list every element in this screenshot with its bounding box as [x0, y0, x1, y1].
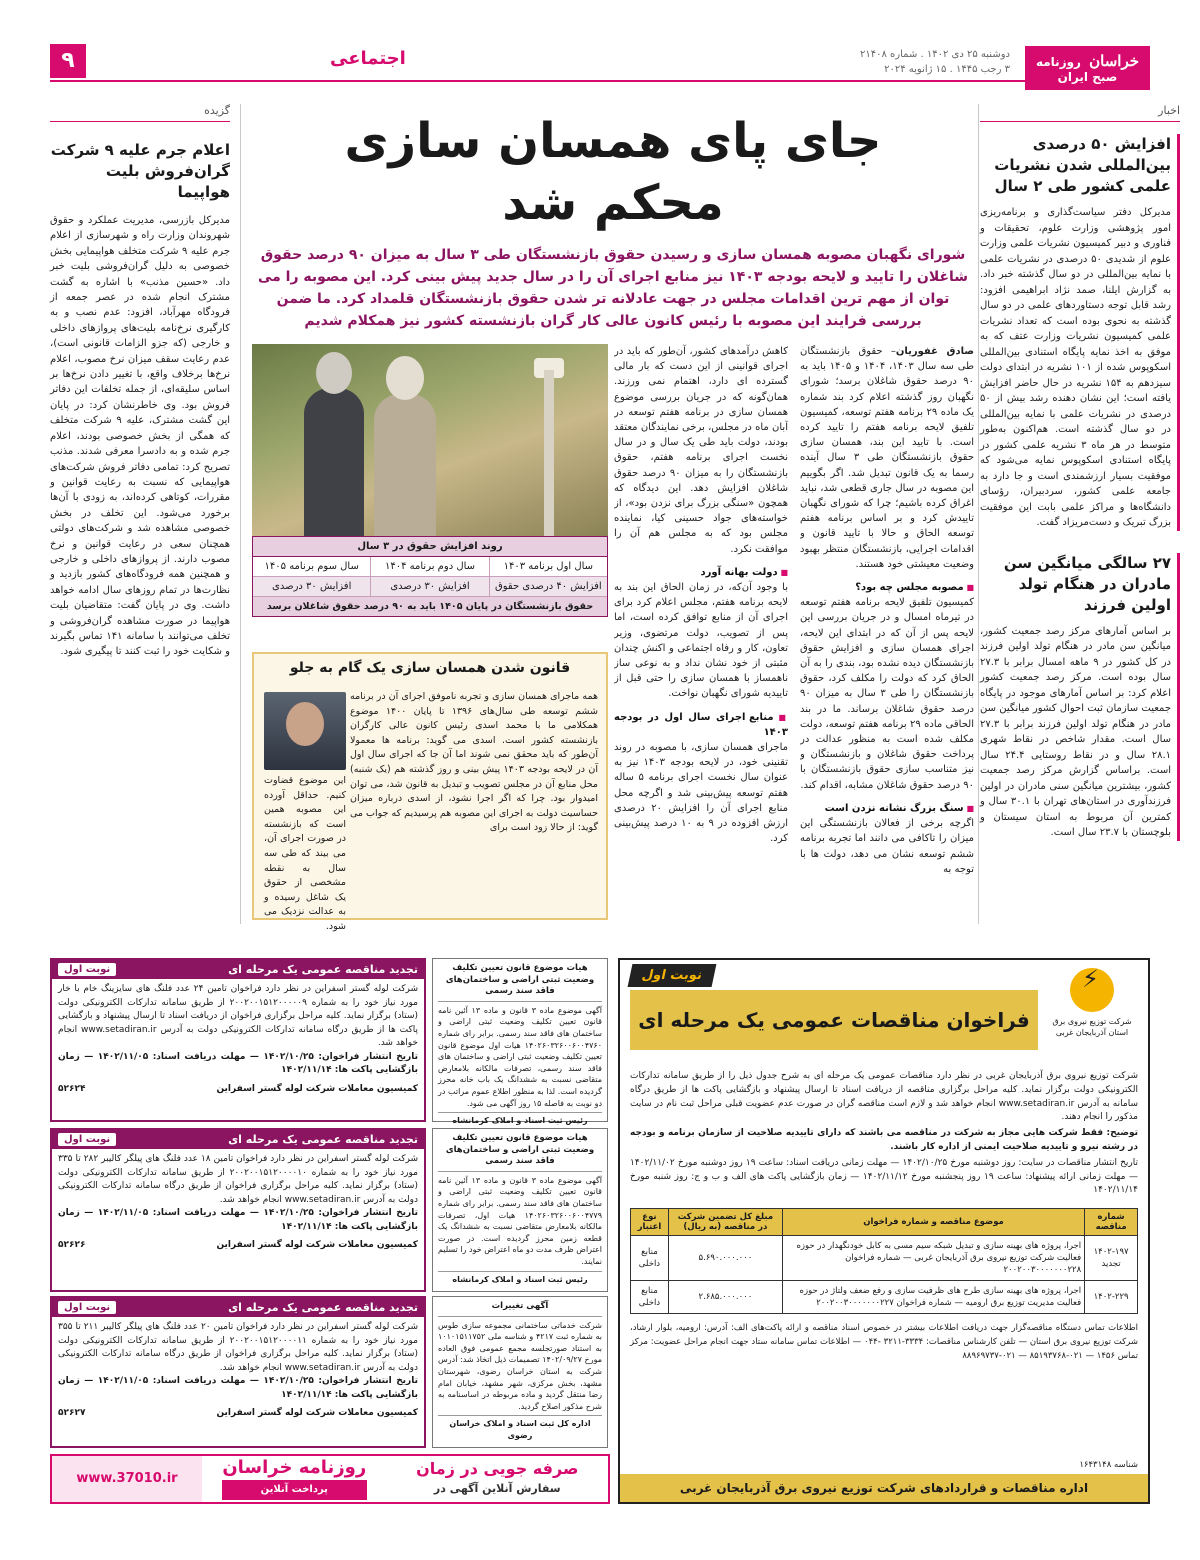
tender-ad: تجدید مناقصه عمومی یک مرحله ای نوبت اول شرکت لوله گستر اسفراین در نظر دارد فراخوان تامین ۲۰ عدد فلنگ های پیلگر کالیبر ۲۱۱ تا ۳۵۵ مورد نیاز خود را به شماره ۲۰۰۲۰۰۱۵۱۲۰۰۰۰۱۱ از طریق سامانه تدارکات الکترونیکی دولت (ستاد) برگزار نماید. کلیه مراحل برگزاری فراخوان از طریق درگاه سامانه تدارکات الکترونیکی دولت به آدرس www.setadiran.ir انجام خواهد شد. تاریخ انتشار فراخوان: ۱۴۰۲/۱۰/۲۵ — مهلت دریافت اسناد: ۱۴۰۲/۱۱/۰۵ — زمان بازگشایی پاکت ها: ۱۴۰۲/۱۱/۱۴ کمیسیون معاملات شرکت لوله گستر اسفراین ۵۲۶۲۷: [50, 1296, 426, 1448]
article-column: کاهش درآمدهای کشور، آن‌طور که باید در اجرای قوانینی از این دست که بار مالی گسترده ای دارد، اهتمام نمی ورزند. همان‌گونه که در جریان بررسی موضوع همسان سازی در برنامه هفتم توسعه در آبان ماه در مجلس، برخی نمایندگان معتقد بودند، دولت باید طی یک سال و در سال نخست اجرای برنامه هفتم، حقوق بازنشستگان را به میزان ۹۰ درصد حقوق شاغلان افزایش دهد. این دیدگاه که همچون «سنگی بزرگ برای نزدن بود»، از خواسته‌های جواد حسینی کیا، نماینده مجلس بود که به مجلس هم آن را موافقت نکرد. ■ دولت بهانه آورد با وجود آن‌که، در زمان الحاق این بند به لایحه برنامه هفتم، مجلس اعلام کرد برای اجرای آن از منابع توافق کرده است، اما پس از تصویب، دولت مرتضوی، وزیر تعاون، کار و رفاه اجتماعی و اکنش چندان مثبتی از خود نشان نداد و به نوعی ساز ناهمساز با همسان سازی را حتی قبل از تاییدیه شورای نگهبان نواخت. ■ منابع اجرای سال اول در بودجه ۱۴۰۳ ماجرای همسان سازی، با مصوبه در روند تقنینی خود، در لایحه بودجه ۱۴۰۳ نیز به عنوان سال نخست اجرای برنامه ۵ ساله هفتم توسعه پیش‌بینی شد و اگرچه محل منابع اجرای آن را افزایش ۲۰ درصدی ارزش افزوده در ۹ به ۱۰ درصد پیش‌بینی کرد.: [614, 344, 788, 924]
table-row: سال اول برنامه ۱۴۰۳ سال دوم برنامه ۱۴۰۴ سال سوم برنامه ۱۴۰۵: [253, 557, 607, 577]
interviewee-photo: [264, 692, 346, 770]
ad-badge: نوبت اول: [58, 1301, 116, 1314]
highlight-title[interactable]: اعلام جرم علیه ۹ شرکت گران‌فروش بلیت هواپیما: [50, 141, 230, 201]
article-column: صادق غفوریان– حقوق بازنشستگان طی سه سال ۱۴۰۳، ۱۴۰۴ و ۱۴۰۵ باید به ۹۰ درصد حقوق شاغلان برسد؛ شورای نگهبان روز گذشته اعلام کرد بند شماره یک ماده ۲۹ برنامه هفتم توسعه، کمیسیون تلفیق لایحه برنامه هفتم را تایید کرده است. با تایید این بند، همسان سازی حقوق بازنشستگان طی ۳ سال آینده رسما به یک قانون تبدیل شد. اگر بگوییم این مصوبه در سال جاری قطعی شد، نباید اغراق کرده باشیم؛ چرا که شورای نگهبان تاییدش کرد و بر اساس برنامه هفتم توسعه الحاق و حالا با تایید قانون و اقدامات اجرایی، بازنشستگان منتظر بهبود وضعیت معیشتی خود هستند. ■ مصوبه مجلس چه بود؟ کمیسیون تلفیق لایحه برنامه هفتم توسعه در تیرماه امسال و در جریان بررسی این لایحه پس از آن که در ابتدای این لایحه، اجرای همسان سازی و افزایش حقوق بازنشستگان دیده نشده بود، بندی را به آن الحاق کرد که دولت را مکلف کرد، حقوق بازنشستگان را طی ۳ سال به میزان ۹۰ درصد حقوق شاغلان برساند. ما در بند الحاقی ماده ۲۹ برنامه هفتم توسعه، دولت مکلف شده است به منظور عدالت در پرداخت حقوق شاغلان و بازنشستگان و نیز متناسب سازی حقوق بازنشستگان با ۹۰ درصد حقوق شاغلان مشابه، اقدام کند. ■ سنگ بزرگ نشانه نزدن است اگرچه برخی از فعالان بازنشستگی این میزان را تاکافی می دانند اما تجربه برنامه ششم توسعه نشان می دهد، دولت ها با توجه به: [800, 344, 974, 924]
tender-ad: تجدید مناقصه عمومی یک مرحله ای نوبت اول شرکت لوله گستر اسفراین در نظر دارد فراخوان تامین ۱۸ عدد فلنگ های پیلگر کالیبر ۲۸۲ تا ۳۳۵ مورد نیاز خود را به شماره ۲۰۰۲۰۰۱۵۱۲۰۰۰۰۱۰ از طریق سامانه تدارکات الکترونیکی دولت (ستاد) برگزار نماید. کلیه مراحل برگزاری فراخوان از طریق درگاه سامانه تدارکات الکترونیکی دولت به آدرس www.setadiran.ir انجام خواهد شد. تاریخ انتشار فراخوان: ۱۴۰۲/۱۰/۲۵ — مهلت دریافت اسناد: ۱۴۰۲/۱۱/۰۵ — زمان بازگشایی پاکت ها: ۱۴۰۲/۱۱/۱۴ کمیسیون معاملات شرکت لوله گستر اسفراین ۵۲۶۲۶: [50, 1128, 426, 1292]
lightning-icon: [1070, 968, 1114, 1012]
headline: جای پای همسان سازی محکم شد: [344, 113, 882, 231]
website-link[interactable]: www.37010.ir: [52, 1456, 202, 1502]
ad-title: تجدید مناقصه عمومی یک مرحله ای: [228, 1301, 418, 1314]
news-body: بر اساس آمارهای مرکز رصد جمعیت کشور، میانگین سن مادر در هنگام تولد اولین فرزند در کل کشور در ۹ ماهه امسال برابر با ۲۷.۳ سال بوده است. مرکز رصد جمعیت کشور اعلام کرد: بر اساس آمارهای موجود در پایگاه جمعیت سازمان ثبت احوال کشور میانگین سن مادر در هنگام تولد اولین فرزند برابر با ۲۷.۳ سال است. مقدار شاخص در نقاط شهری ۲۸.۱ سال و در نقاط روستایی ۲۴.۴ سال است. براساس گزارش مرکز رصد جمعیت کشور، بیشترین میانگین سنی مادران در اولین فرزندآوری در استان‌های تهران با ۳۰.۱ سال و کمترین آن مربوط به استان سیستان و بلوچستان با ۲۳.۷ سال است.: [980, 625, 1172, 838]
highlight-body: مدیرکل بازرسی، مدیریت عملکرد و حقوق شهروندان وزارت راه و شهرسازی از اعلام جرم علیه ۹ شرکت متخلف هواپیمایی بخش خصوصی به دلیل گران‌فروشی بلیت خبر داد. «حسین مذنب» با اشاره به گشت مشترک انجام شده در عصر جمعه از فرودگاه مهرآباد، افزود: عدم نصب و به کارگیری نرخ‌نامه بلیت‌های پروازهای داخلی و خارجی (که جزو الزامات قانونی است)، عدم رعایت سقف میزان نرخ مصوب، اعلام نرخ‌ها برخلاف واقع، با تغییر دادن نرخ‌ها بر اساس سلیقه‌ای، از جمله تخلفات این دفاتر فروش بود. وی خاطرنشان کرد: در پایان این گشت مشترک، علیه ۹ شرکت متخلف که همگی از بخش خصوصی بودند، اعلام جرم شده و به دادسرا معرفی شدند. مذنب تصریح کرد: تمامی دفاتر فروش شرکت‌های هواپیمایی که نسبت به رعایت قوانین و مقررات، کوتاهی کرده‌اند، به زودی با آن‌ها برخورد می‌شود. این تخلف در بخش خصوصی مشاهده شد و شرکت‌های دولتی همچنان سعی در رعایت قوانین و نرخ مصوب دارند. از پروازهای داخلی و خارجی و همچنین همه فرودگاه‌های کشور بازدید و نظارت‌ها در تمام روزهای سال ادامه خواهد داشت. وی در پایان گفت: متقاضیان بلیت هواپیما در صورت مشاهده گران‌فروشی و تخلف می‌توانند با سامانه ۱۴۱ تماس بگیرند و شکایت خود را ثبت کنند تا پیگیری شود.: [50, 215, 231, 658]
company-logo: ⚡ شرکت توزیع نیروی برق استان آذربایجان غربی: [1048, 968, 1136, 1038]
notice-ad: آگهی تغییرات شرکت خدماتی ساختمانی مجموعه سازی طوس به شماره ثبت ۴۲۱۷ و شناسه ملی ۱۰۱۰۱۵۱۱۷۵۲ به استناد صورتجلسه مجمع عمومی فوق العاده مورخ ۱۴۰۲/۰۹/۲۷ تصمیمات ذیل اتخاذ شد: آدرس شرکت به استان خراسان رضوی، شهرستان مشهد، بخش مرکزی، شهر مشهد، خیابان امام رضا منتقل گردید و ماده مربوطه در اساسنامه به شرح مذکور اصلاح گردید. اداره کل ثبت اسناد و املاک خراسان رضوی: [432, 1296, 608, 1448]
ad-title: هیات موضوع قانون تعیین تکلیف وضعیت ثبتی اراضی و ساختمان‌های فاقد سند رسمی: [438, 1133, 602, 1172]
ad-footer: اداره مناقصات و قراردادهای شرکت توزیع نیروی برق آذربایجان غربی: [620, 1474, 1148, 1502]
tender-table: شماره مناقصه موضوع مناقصه و شماره فراخوان مبلغ کل تضمین شرکت در مناقصه (به ریال) نوع اعتبار ۱۴۰۲-۱۹۷ تجدید اجرا، پروژه های بهینه سازی و تبدیل شبکه سیم مسی به کابل خودنگهدار در حوزه فعالیت شرکت توزیع نیروی برق آذربایجان غربی — شماره فراخوان ۲۰۰۲۰۰۳۰۰۰۰۰۰۰۲۲۸ ۵.۶۹۰.۰۰۰.۰۰۰ منابع داخلی ۱۴۰۲-۲۲۹ اجرا، پروژه های بهینه سازی طرح های ظرفیت سازی و رفع ضعف ولتاژ در حوزه فعالیت مدیریت توزیع برق ارومیه — شماره فراخوان ۲۰۰۲۰۰۳۰۰۰۰۰۰۰۲۲۷ ۲.۶۸۵.۰۰۰.۰۰۰ منابع داخلی: [630, 1208, 1138, 1314]
table-row: ۱۴۰۲-۱۹۷ تجدید اجرا، پروژه های بهینه سازی و تبدیل شبکه سیم مسی به کابل خودنگهدار در حوزه فعالیت شرکت توزیع نیروی برق آذربایجان غربی — شماره فراخوان ۲۰۰۲۰۰۳۰۰۰۰۰۰۰۲۲۸ ۵.۶۹۰.۰۰۰.۰۰۰ منابع داخلی: [631, 1236, 1138, 1281]
table-title: روند افزایش حقوق در ۳ سال: [253, 537, 607, 557]
main-article: [252, 104, 974, 932]
article-photo: [252, 344, 608, 536]
online-ad-banner[interactable]: صرفه جویی در زمان سفارش آنلاین آگهی در روزنامه خراسان پرداخت آنلاین www.37010.ir: [50, 1454, 610, 1504]
news-column: [980, 104, 1180, 924]
ad-badge: نوبت اول: [58, 963, 116, 976]
brand-subtitle: روزنامه صبح ایران: [1035, 55, 1118, 84]
article-lead: شورای نگهبان مصوبه همسان سازی و رسیدن حقوق بازنشستگان طی ۳ سال به میزان ۹۰ درصد حقوق شاغلان را تایید و لایحه بودجه ۱۴۰۳ نیز منابع اجرای آن را در سال جدید پیش بینی کرد. این مصوبه را می توان از مهم ترین اقدامات مجلس در جهت عادلانه تر شدن حقوق بازنشستگان قلمداد کرد. ما ضمن بررسی فرایند این مصوبه با رئیس کانون عالی کار گران بازنشسته کشور نیز همکلام شدیم: [257, 247, 969, 329]
news-title[interactable]: افزایش ۵۰ درصدی بین‌المللی شدن نشریات علمی کشور طی ۲ سال: [994, 135, 1171, 195]
column-label: گزیده: [50, 104, 230, 122]
table-row: ۱۴۰۲-۲۲۹ اجرا، پروژه های بهینه سازی طرح های ظرفیت سازی و رفع ضعف ولتاژ در حوزه فعالیت مدیریت توزیع برق ارومیه — شماره فراخوان ۲۰۰۲۰۰۳۰۰۰۰۰۰۰۲۲۷ ۲.۶۸۵.۰۰۰.۰۰۰ منابع داخلی: [631, 1281, 1138, 1314]
table-row: افزایش ۴۰ درصدی حقوق افزایش ۳۰ درصدی افزایش ۳۰ درصدی: [253, 577, 607, 597]
subheading: ■ مصوبه مجلس چه بود؟: [800, 580, 974, 595]
byline: صادق غفوریان: [895, 346, 974, 357]
news-body: مدیرکل دفتر سیاست‌گذاری و برنامه‌ریزی امور پژوهشی وزارت علوم، تحقیقات و فناوری و دبیر کمیسیون نشریات علمی وزارت علوم از شدیدی ۵۰ درصدی در نشریات علمی با نمایه بین‌المللی در دو سال گذشته خبر داد. به گزارش ایلنا، صمد نژاد ابراهیمی افزود: رشد قابل توجه دستاوردهای علمی در دو سال گذشته به نحوی بوده است که تعداد نشریات علمی کمیسیون نشریات وزارت عتف که به موفق به اخذ نمایه پایگاه استنادی بین‌المللی اسکوپوس شده از ۱۰۱ نشریه در ابتدای دولت سیزدهم به ۱۵۴ نشریه در حال حاضر افزایش یافته است؛ این نشان دهنده رشد بیش از ۵۰ درصدی در نشریات علمی با نمایه بین‌المللی در دو سال گذشته است. هم‌اکنون به‌طور متوسط در هر ماه ۳ نشریه علمی کشور در پایگاه استنادی اسکوپوس نمایه می‌شود که موفقیت بسیار ارزشمندی است و جا دارد به جامعه علمی کشور، سردبیران، رؤسای دانشگاه‌ها و مراکز علمی بابت این موفقیت بزرگ تبریک و دست‌مریزاد گفت.: [980, 207, 1171, 528]
interview-box: [252, 652, 608, 932]
masthead: [50, 42, 1150, 82]
highlights-column: [50, 104, 230, 924]
column-divider: [240, 104, 241, 924]
news-item: [980, 553, 1180, 841]
ad-title: تجدید مناقصه عمومی یک مرحله ای: [228, 963, 418, 976]
ad-title: هیات موضوع قانون تعیین تکلیف وضعیت ثبتی اراضی و ساختمان‌های فاقد سند رسمی: [438, 963, 602, 1002]
notice-ad: هیات موضوع قانون تعیین تکلیف وضعیت ثبتی اراضی و ساختمان‌های فاقد سند رسمی آگهی موضوع ماده ۳ قانون و ماده ۱۳ آئین نامه قانون تعیین تکلیف وضعیت ثبتی اراضی و ساختمان های فاقد سند رسمی. برابر رای شماره ۱۴۰۲۶۰۳۲۶۰۰۶۰۰۴۷۶۰ هیات اول موضوع قانون تعیین تکلیف وضعیت ثبتی اراضی و ساختمان های فاقد سند رسمی، تصرفات مالکانه بلامعارض متقاضی نسبت به ششدانگ یک باب خانه محرز گردیده است. لذا به منظور اطلاع عموم مراتب در دو نوبت به فاصله ۱۵ روز آگهی می شود. رئیس ثبت اسناد و املاک کرمانشاه: [432, 958, 608, 1122]
ad-badge: نوبت اول: [628, 964, 717, 987]
column-divider: [978, 104, 979, 924]
interview-body: همه ماجرای همسان سازی و تجربه ناموفق اجرای آن در برنامه ششم توسعه طی سال‌های ۱۳۹۶ تا پایان ۱۴۰۰ موضوع همکلامی ما با محمد اسدی رئیس کانون عالی کارگران بازنشسته کشور است. اسدی می گوید: برنامه ها معمولا آن‌طور که باید محقق نمی شوند اما آن جا که اجرای سال اول آن در لایحه بودجه ۱۴۰۳ پیش بینی و روز گذشته هم (یک شنبه) محل منابع آن در مجلس تصویب و تبدیل به قانون شد، می توان امیدوار بود. چرا که اگر اجرا نشود، از اسدی درباره میزان حساسیت دولت به اجرای این مصوبه هم پرسیدیم که جواب می گوید: از حالا زود است برای: [350, 691, 598, 834]
ad-title: آگهی تغییرات: [438, 1301, 602, 1317]
ad-badge: نوبت اول: [58, 1133, 116, 1146]
ad-title: تجدید مناقصه عمومی یک مرحله ای: [228, 1133, 418, 1146]
column-label: اخبار: [980, 104, 1180, 122]
section-title: اجتماعی: [330, 48, 406, 69]
notice-ad: هیات موضوع قانون تعیین تکلیف وضعیت ثبتی اراضی و ساختمان‌های فاقد سند رسمی آگهی موضوع ماده ۳ قانون و ماده ۱۳ آئین نامه قانون تعیین تکلیف وضعیت ثبتی اراضی و ساختمان های فاقد سند رسمی. برابر رای شماره ۱۴۰۲۶۰۳۲۶۰۰۶۰۰۴۷۷۹ هیات اول، تصرفات مالکانه بلامعارض متقاضی نسبت به ششدانگ یک قطعه زمین محرز گردیده است. در صورت اعتراض ظرف مدت دو ماه اعتراض خود را تسلیم نمایند. رئیس ثبت اسناد و املاک کرمانشاه: [432, 1128, 608, 1292]
ad-title: فراخوان مناقصات عمومی یک مرحله ای: [630, 990, 1038, 1050]
contact-info: اطلاعات تماس دستگاه مناقصه‌گزار جهت دریافت اطلاعات بیشتر در خصوص اسناد مناقصه و ارائه پاکت‌های الف: آدرس: ارومیه، بلوار ارشاد، شرکت توزیع نیروی برق استان — تلفن کارشناس مناقصات: ۳۳۳۴-۳۲۱۱ -۰۴۴ — اطلاعات تماس سامانه ستاد جهت انجام مراحل عضویت: مرکز تماس ۱۴۵۶ — ۰۲۱-۸۵۱۹۳۷۶۸ — ۰۲۱-۸۸۹۶۹۷۳۷: [630, 1323, 1138, 1361]
interview-title: قانون شدن همسان سازی یک گام به جلو: [289, 660, 571, 676]
tender-ad: تجدید مناقصه عمومی یک مرحله ای نوبت اول شرکت لوله گستر اسفراین در نظر دارد فراخوان تامین ۲۴ عدد فلنگ های سایزینگ خام با خار مورد نیاز خود را به شماره ۲۰۰۲۰۰۱۵۱۲۰۰۰۰۰۹ از طریق سامانه تدارکات الکترونیکی دولت (ستاد) برگزار نماید. کلیه مراحل برگزاری فراخوان از دریافت اسناد تا ارسال پیشنهاد و بازگشایی پاکت ها از طریق درگاه سامانه تدارکات الکترونیکی دولت به آدرس www.setadiran.ir انجام خواهد شد. تاریخ انتشار فراخوان: ۱۴۰۲/۱۰/۲۵ — مهلت دریافت اسناد: ۱۴۰۲/۱۱/۰۵ — زمان بازگشایی پاکت ها: ۱۴۰۲/۱۱/۱۴ کمیسیون معاملات شرکت لوله گستر اسفراین ۵۲۶۲۴: [50, 958, 426, 1122]
page-number: ۹: [50, 44, 86, 78]
salary-increase-table: [252, 536, 608, 617]
ad-code: شناسه ۱۶۴۳۱۴۸: [1079, 1460, 1138, 1470]
subheading: ■ منابع اجرای سال اول در بودجه ۱۴۰۳: [614, 710, 788, 740]
tender-ad-large: ⚡ شرکت توزیع نیروی برق استان آذربایجان غربی نوبت اول فراخوان مناقصات عمومی یک مرحله ای شرکت توزیع نیروی برق آذربایجان غربی در نظر دارد مناقصات عمومی یک مرحله ای به شرح جدول ذیل را از طریق سامانه تدارکات الکترونیکی دولت برگزار نماید. کلیه مراحل برگزاری مناقصه از دریافت اسناد تا ارسال پیشنهاد و بازگشایی پاکت ها از طریق درگاه سامانه به آدرس www.setadiran.ir انجام خواهد شد و لازم است مناقصه گران در صورت عدم عضویت قبلی مراحل ثبت نام در سایت مذکور را انجام دهند. توضیح: فقط شرکت هایی مجاز به شرکت در مناقصه می باشند که دارای تاییدیه صلاحیت از سازمان برنامه و بودجه در رشته نیرو و تاییدیه صلاحیت ایمنی از اداره کار باشند. تاریخ انتشار مناقصات در سایت: روز دوشنبه مورخ ۱۴۰۲/۱۰/۲۵ — مهلت زمانی دریافت اسناد: ساعت ۱۹ روز دوشنبه مورخ ۱۴۰۲/۱۱/۰۲ — مهلت زمانی ارائه پیشنهاد: ساعت ۱۹ روز پنجشنبه مورخ ۱۴۰۲/۱۱/۱۲ — زمان بازگشایی پاکت های الف و ب و ج: روز شنبه مورخ ۱۴۰۲/۱۱/۱۴ شماره مناقصه موضوع مناقصه و شماره فراخوان مبلغ کل تضمین شرکت در مناقصه (به ریال) نوع اعتبار ۱۴۰۲-۱۹۷ تجدید اجرا، پروژه های بهینه سازی و تبدیل شبکه سیم مسی به کابل خودنگهدار در حوزه فعالیت شرکت توزیع نیروی برق آذربایجان غربی — شماره فراخوان ۲۰۰۲۰۰۳۰۰۰۰۰۰۰۲۲۸ ۵.۶۹۰.۰۰۰.۰۰۰ منابع داخلی ۱۴۰۲-۲۲۹ اجرا، پروژه های بهینه سازی طرح های ظرفیت سازی و رفع ضعف ولتاژ در حوزه فعالیت مدیریت توزیع برق ارومیه — شماره فراخوان ۲۰۰۲۰۰۳۰۰۰۰۰۰۰۲۲۷ ۲.۶۸۵.۰۰۰.۰۰۰ منابع داخلی اطلاعات تماس دستگاه مناقصه‌گزار جهت دریافت اطلاعات بیشتر در خصوص اسناد مناقصه و ارائه پاکت‌های الف: آدرس: ارومیه، بلوار ارشاد، شرکت توزیع نیروی برق استان — تلفن کارشناس مناقصات: ۳۳۳۴-۳۲۱۱ -۰۴۴ — اطلاعات تماس سامانه ستاد جهت انجام مراحل عضویت: مرکز تماس ۱۴۵۶ — ۰۲۱-۸۵۱۹۳۷۶۸ — ۰۲۱-۸۸۹۶۹۷۳۷ شناسه ۱۶۴۳۱۴۸ اداره مناقصات و قراردادهای شرکت توزیع نیروی برق آذربایجان غربی: [618, 958, 1150, 1504]
interview-body-continued: این موضوع قضاوت کنیم. حداقل آورده این مصوبه همین است که بازنشسته در صورت اجرای آن، می بیند که طی سه سال به نقطه مشخصی از حقوق یک شاغل رسیده و به عدالت نزدیک می شود.: [264, 775, 346, 932]
news-title[interactable]: ۲۷ سالگی میانگین سن مادران در هنگام تولد اولین فرزند: [1003, 553, 1171, 614]
table-footer: حقوق بازنشستگان در پایان ۱۴۰۵ باید به ۹۰ درصد حقوق شاغلان برسد: [253, 597, 607, 616]
issue-date: دوشنبه ۲۵ دی ۱۴۰۲ . شماره ۲۱۴۰۸ ۳ رجب ۱۴۴۵ . ۱۵ ژانویه ۲۰۲۴: [860, 49, 1010, 75]
subheading: ■ دولت بهانه آورد: [614, 565, 788, 580]
news-item: [980, 134, 1180, 531]
brand-logo: خراسان روزنامه صبح ایران: [1025, 46, 1150, 90]
subheading: ■ سنگ بزرگ نشانه نزدن است: [800, 801, 974, 816]
